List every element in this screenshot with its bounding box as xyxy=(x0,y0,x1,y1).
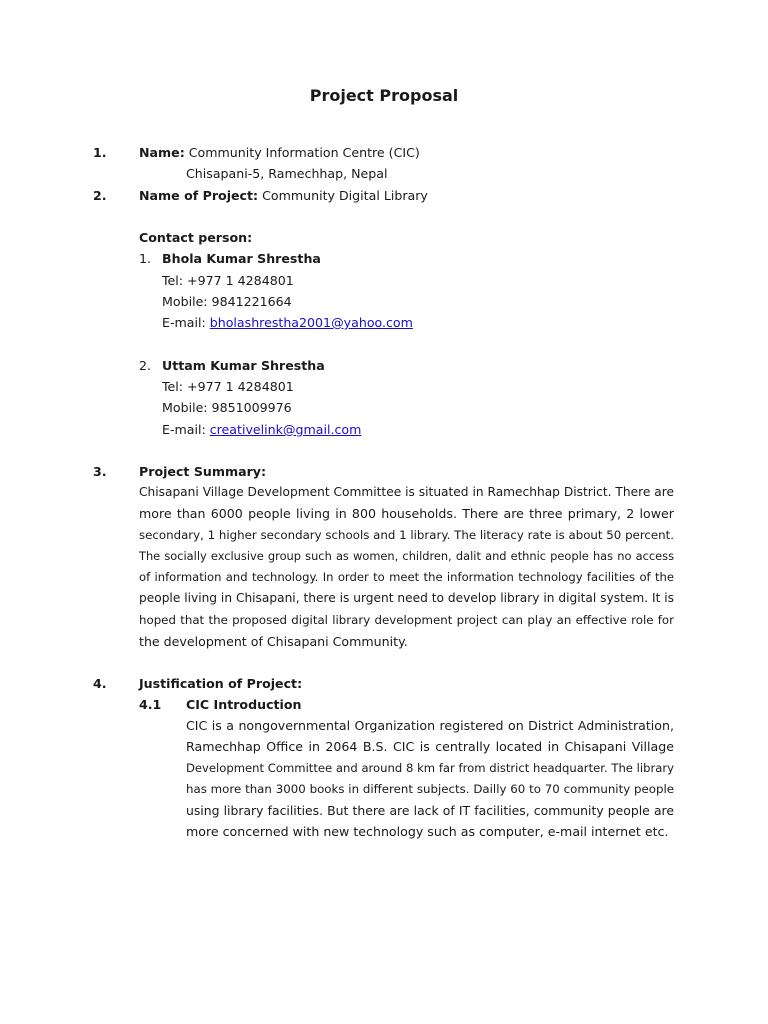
paragraph-line: using library facilities. But there are lack of IT facilities, community people are xyxy=(186,803,674,819)
section-3-number: 3. xyxy=(93,464,107,479)
organization-name: Community Information Centre (CIC) xyxy=(188,145,420,160)
paragraph-line: of information and technology. In order to meet the information technology facilities of the xyxy=(139,570,674,585)
section-1-number: 1. xyxy=(93,145,107,160)
contact-2-tel: Tel: +977 1 4284801 xyxy=(162,379,294,394)
contact-2-email-link[interactable]: creativelink@gmail.com xyxy=(209,422,362,437)
paragraph-line: secondary, 1 higher secondary schools and 1 library. The literacy rate is about 50 percent. xyxy=(139,527,674,542)
page-title: Project Proposal xyxy=(309,86,459,105)
contact-2-name: Uttam Kumar Shrestha xyxy=(162,358,325,373)
section-4-number: 4. xyxy=(93,676,107,691)
paragraph-line: has more than 3000 books in different subjects. Dailly 60 to 70 community people xyxy=(186,781,674,796)
paragraph-line: hoped that the proposed digital library development project can play an effective role for xyxy=(139,612,674,627)
name-label: Name: xyxy=(139,145,185,160)
contact-2-mobile: Mobile: 9851009976 xyxy=(162,400,292,415)
project-name-label: Name of Project: xyxy=(139,188,259,203)
paragraph-line: more than 6000 people living in 800 households. There are three primary, 2 lower xyxy=(139,506,674,522)
contact-1-mobile: Mobile: 9841221664 xyxy=(162,294,292,309)
paragraph-line: CIC is a nongovernmental Organization registered on District Administration, xyxy=(186,718,674,733)
cic-introduction-heading: CIC Introduction xyxy=(186,697,302,712)
contact-1-email-row xyxy=(162,312,413,333)
paragraph-line: people living in Chisapani, there is urgent need to develop library in digital system. It is xyxy=(139,591,674,606)
paragraph-line: the development of Chisapani Community. xyxy=(139,634,408,650)
contact-1-tel: Tel: +977 1 4284801 xyxy=(162,273,294,288)
section-2-number: 2. xyxy=(93,188,107,203)
email-label: E-mail: xyxy=(162,315,210,330)
contact-1-number: 1. xyxy=(139,251,152,266)
contact-1-email-link[interactable]: bholashrestha2001@yahoo.com xyxy=(209,315,413,330)
subsection-4-1-number: 4.1 xyxy=(139,697,162,712)
contact-heading: Contact person: xyxy=(139,230,253,245)
organization-address: Chisapani-5, Ramechhap, Nepal xyxy=(186,166,388,181)
contact-2-email-row xyxy=(162,419,361,440)
paragraph-line: Chisapani Village Development Committee is situated in Ramechhap District. There are xyxy=(139,485,674,499)
contact-2-number: 2. xyxy=(139,358,152,373)
project-name: Community Digital Library xyxy=(262,188,428,203)
project-summary-heading: Project Summary: xyxy=(139,464,267,479)
paragraph-line: Ramechhap Office in 2064 B.S. CIC is centrally located in Chisapani Village xyxy=(186,739,674,755)
project-summary-paragraph xyxy=(139,482,674,652)
paragraph-line: The socially exclusive group such as women, children, dalit and ethnic people has no access xyxy=(139,548,674,563)
section-1-name-row xyxy=(139,142,420,163)
email-label: E-mail: xyxy=(162,422,210,437)
justification-heading: Justification of Project: xyxy=(139,676,303,691)
cic-introduction-paragraph xyxy=(186,715,674,843)
paragraph-line: Development Committee and around 8 km far from district headquarter. The library xyxy=(186,760,674,775)
section-2-project-row xyxy=(139,185,428,206)
contact-1-name: Bhola Kumar Shrestha xyxy=(162,251,321,266)
paragraph-line: more concerned with new technology such as computer, e-mail internet etc. xyxy=(186,824,669,840)
